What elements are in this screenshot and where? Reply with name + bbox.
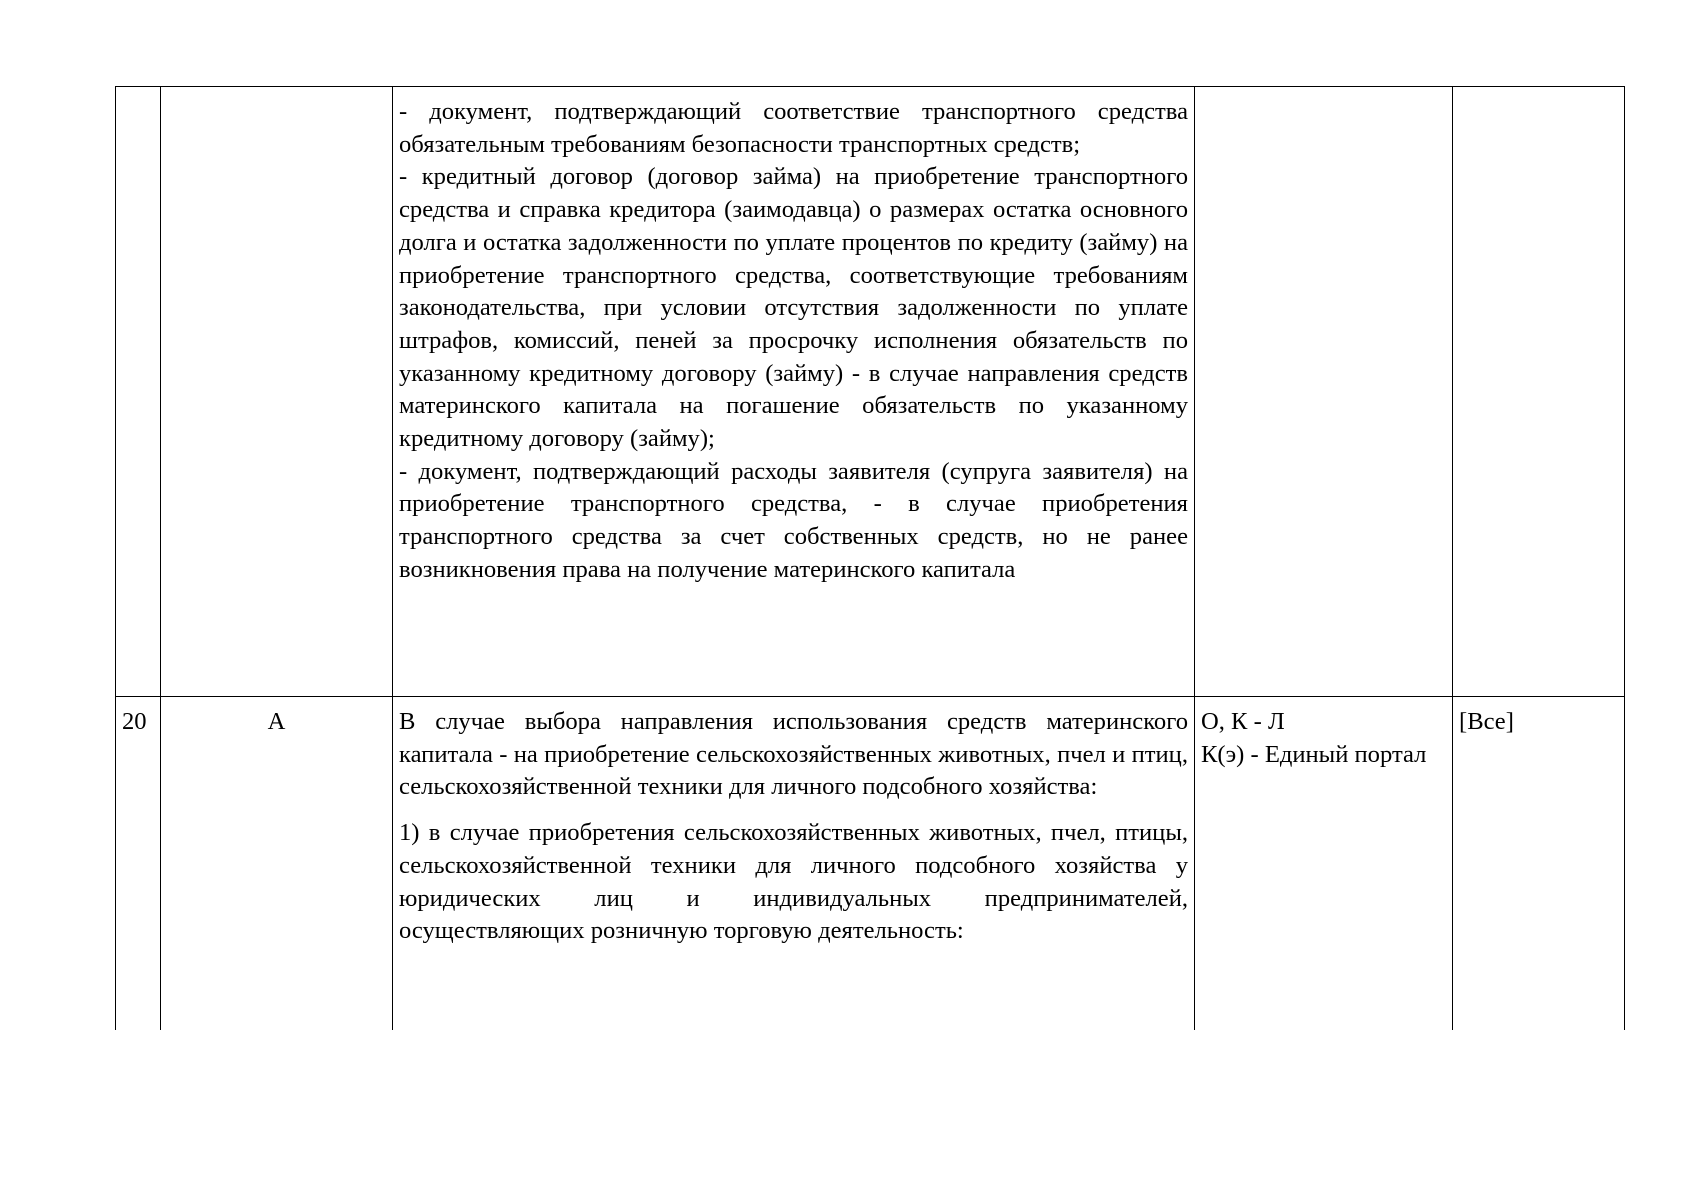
row-number-cell: 20: [116, 697, 161, 1030]
document-list-text: - документ, подтверждающий соответствие транспортного средства обязательным требованиям безопасности транспортных средств; - кредитный договор (договор займа) на приобретение транспортного средства и справка кредитора (заимодавца) о размерах остатка основного долга и остатка задолженности по уплате процентов по кредиту (займу) на приобретение транспортного средства, соответствующие требованиям законодательства, при условии отсутствия задолженности по уплате штрафов, комиссий, пеней за просрочку исполнения обязательств по указанному кредитному договору (займу) - в случае направления средств материнского капитала на погашение обязательств по указанному кредитному договору (займу); - документ, подтверждающий расходы заявителя (супруга заявителя) на приобретение транспортного средства, - в случае приобретения транспортного средства за счет собственных средств, но не ранее возникновения права на получение материнского капитала: [399, 98, 1188, 583]
category-code-cell: [161, 87, 393, 697]
table-row: [116, 87, 1625, 697]
document-list-cell: [393, 87, 1195, 697]
table-row: [116, 697, 1625, 1030]
submission-form-cell: [1195, 697, 1453, 1030]
document-list-intro: В случае выбора направления использования средств материнского капитала - на приобретение сельскохозяйственных животных, пчел и птиц, сельскохозяйственной техники для личного подсобного хозяйства:: [399, 708, 1188, 801]
applicability-cell: [Все]: [1453, 697, 1625, 1030]
category-code-cell: А: [161, 697, 393, 1030]
submission-form-cell: [1195, 87, 1453, 697]
applicability-cell: [1453, 87, 1625, 697]
row-number-cell: [116, 87, 161, 697]
requirements-table: [115, 86, 1625, 1030]
document-list-cell: [393, 697, 1195, 1030]
submission-form-text: О, К - Л К(э) - Единый портал: [1201, 708, 1427, 768]
document-list-item: 1) в случае приобретения сельскохозяйственных животных, пчел, птицы, сельскохозяйственной техники для личного подсобного хозяйства у юридических лиц и индивидуальных предпринимателей, осуществляющих розничную торговую деятельность:: [399, 819, 1188, 945]
